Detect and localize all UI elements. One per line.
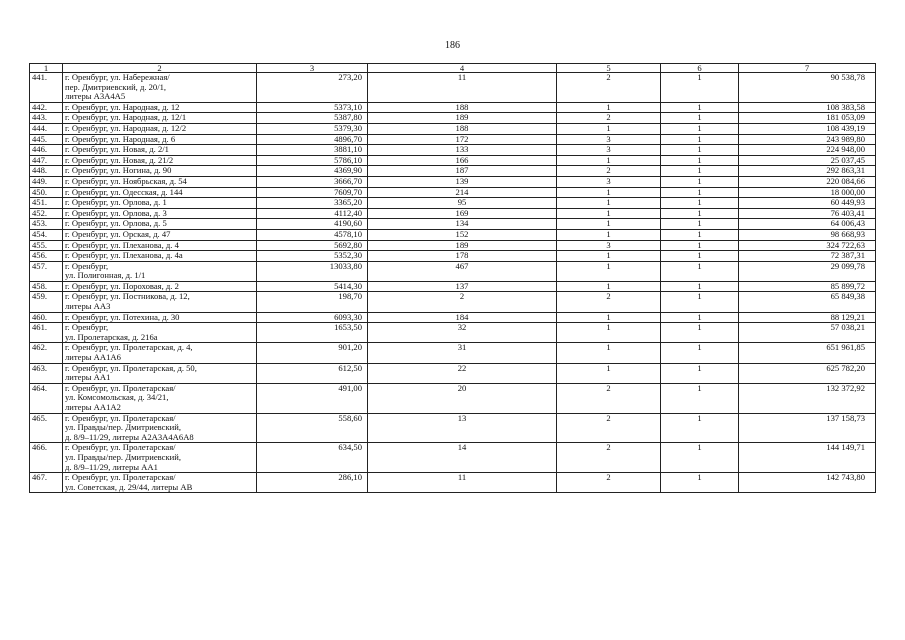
cost-amount: 88 129,21 xyxy=(739,312,876,323)
residents-count: 20 xyxy=(368,383,557,413)
address: г. Оренбург, ул. Народная, д. 12 xyxy=(63,102,257,113)
address: г. Оренбург, ул. Народная, д. 6 xyxy=(63,134,257,145)
row-number: 453. xyxy=(30,219,63,230)
table-row xyxy=(30,240,876,251)
object-count: 1 xyxy=(661,363,739,383)
total-area: 5786,10 xyxy=(257,155,368,166)
address: г. Оренбург, ул. Ноябрьская, д. 54 xyxy=(63,176,257,187)
residents-count: 188 xyxy=(368,102,557,113)
address: г. Оренбург, ул. Набережная/ пер. Дмитриевский, д. 20/1, литеры А3А4А5 xyxy=(63,73,257,103)
address: г. Оренбург, ул. Народная, д. 12/2 xyxy=(63,123,257,134)
row-number: 467. xyxy=(30,473,63,493)
object-count: 1 xyxy=(661,134,739,145)
work-type-count: 3 xyxy=(557,145,661,156)
address: г. Оренбург, ул. Плеханова, д. 4а xyxy=(63,251,257,262)
column-header: 6 xyxy=(661,64,739,73)
cost-amount: 18 000,00 xyxy=(739,187,876,198)
column-header: 1 xyxy=(30,64,63,73)
table-row xyxy=(30,229,876,240)
row-number: 459. xyxy=(30,292,63,312)
row-number: 461. xyxy=(30,323,63,343)
cost-amount: 90 538,78 xyxy=(739,73,876,103)
address: г. Оренбург, ул. Пролетарская, д. 216а xyxy=(63,323,257,343)
row-number: 449. xyxy=(30,176,63,187)
object-count: 1 xyxy=(661,176,739,187)
work-type-count: 2 xyxy=(557,443,661,473)
residents-count: 467 xyxy=(368,261,557,281)
object-count: 1 xyxy=(661,113,739,124)
cost-amount: 29 099,78 xyxy=(739,261,876,281)
residents-count: 32 xyxy=(368,323,557,343)
residents-count: 184 xyxy=(368,312,557,323)
address: г. Оренбург, ул. Новая, д. 2/1 xyxy=(63,145,257,156)
work-type-count: 2 xyxy=(557,383,661,413)
object-count: 1 xyxy=(661,166,739,177)
total-area: 4578,10 xyxy=(257,229,368,240)
table-row xyxy=(30,312,876,323)
total-area: 3666,70 xyxy=(257,176,368,187)
total-area: 491,00 xyxy=(257,383,368,413)
row-number: 456. xyxy=(30,251,63,262)
work-type-count: 1 xyxy=(557,251,661,262)
residents-count: 152 xyxy=(368,229,557,240)
cost-amount: 243 989,80 xyxy=(739,134,876,145)
cost-amount: 25 037,45 xyxy=(739,155,876,166)
total-area: 5692,80 xyxy=(257,240,368,251)
table-row xyxy=(30,323,876,343)
table-row xyxy=(30,166,876,177)
cost-amount: 224 948,00 xyxy=(739,145,876,156)
work-type-count: 3 xyxy=(557,240,661,251)
residents-count: 189 xyxy=(368,113,557,124)
total-area: 5379,30 xyxy=(257,123,368,134)
column-header: 5 xyxy=(557,64,661,73)
work-type-count: 1 xyxy=(557,208,661,219)
table-row xyxy=(30,134,876,145)
residents-count: 11 xyxy=(368,73,557,103)
address: г. Оренбург, ул. Народная, д. 12/1 xyxy=(63,113,257,124)
cost-amount: 181 053,09 xyxy=(739,113,876,124)
work-type-count: 3 xyxy=(557,134,661,145)
table-row xyxy=(30,343,876,363)
table-row xyxy=(30,176,876,187)
residents-count: 11 xyxy=(368,473,557,493)
total-area: 558,60 xyxy=(257,413,368,443)
address: г. Оренбург, ул. Пролетарская, д. 4, литеры АА1А6 xyxy=(63,343,257,363)
work-type-count: 1 xyxy=(557,198,661,209)
total-area: 1653,50 xyxy=(257,323,368,343)
row-number: 466. xyxy=(30,443,63,473)
work-type-count: 1 xyxy=(557,363,661,383)
object-count: 1 xyxy=(661,343,739,363)
cost-amount: 651 961,85 xyxy=(739,343,876,363)
table-row xyxy=(30,363,876,383)
row-number: 463. xyxy=(30,363,63,383)
residents-count: 169 xyxy=(368,208,557,219)
address: г. Оренбург, ул. Потехина, д. 30 xyxy=(63,312,257,323)
residents-count: 137 xyxy=(368,281,557,292)
row-number: 443. xyxy=(30,113,63,124)
address: г. Оренбург, ул. Пролетарская/ ул. Советская, д. 29/44, литеры АВ xyxy=(63,473,257,493)
cost-amount: 108 439,19 xyxy=(739,123,876,134)
work-type-count: 2 xyxy=(557,73,661,103)
table-row xyxy=(30,145,876,156)
table-row xyxy=(30,281,876,292)
total-area: 4896,70 xyxy=(257,134,368,145)
total-area: 5352,30 xyxy=(257,251,368,262)
row-number: 450. xyxy=(30,187,63,198)
total-area: 7609,70 xyxy=(257,187,368,198)
object-count: 1 xyxy=(661,251,739,262)
address: г. Оренбург, ул. Орская, д. 47 xyxy=(63,229,257,240)
residents-count: 133 xyxy=(368,145,557,156)
cost-amount: 625 782,20 xyxy=(739,363,876,383)
total-area: 4112,40 xyxy=(257,208,368,219)
work-type-count: 1 xyxy=(557,187,661,198)
total-area: 634,50 xyxy=(257,443,368,473)
row-number: 441. xyxy=(30,73,63,103)
row-number: 464. xyxy=(30,383,63,413)
object-count: 1 xyxy=(661,413,739,443)
table-row xyxy=(30,413,876,443)
object-count: 1 xyxy=(661,219,739,230)
residents-count: 13 xyxy=(368,413,557,443)
object-count: 1 xyxy=(661,261,739,281)
total-area: 5373,10 xyxy=(257,102,368,113)
table-row xyxy=(30,113,876,124)
row-number: 446. xyxy=(30,145,63,156)
row-number: 457. xyxy=(30,261,63,281)
total-area: 198,70 xyxy=(257,292,368,312)
object-count: 1 xyxy=(661,473,739,493)
object-count: 1 xyxy=(661,187,739,198)
row-number: 460. xyxy=(30,312,63,323)
address: г. Оренбург, ул. Пролетарская/ ул. Правды/пер. Дмитриевский, д. 8/9–11/29, литеры АА1 xyxy=(63,443,257,473)
residents-count: 187 xyxy=(368,166,557,177)
table-row xyxy=(30,292,876,312)
cost-amount: 142 743,80 xyxy=(739,473,876,493)
row-number: 451. xyxy=(30,198,63,209)
table-row xyxy=(30,73,876,103)
column-header: 4 xyxy=(368,64,557,73)
residents-count: 139 xyxy=(368,176,557,187)
row-number: 452. xyxy=(30,208,63,219)
row-number: 448. xyxy=(30,166,63,177)
cost-amount: 137 158,73 xyxy=(739,413,876,443)
object-count: 1 xyxy=(661,155,739,166)
cost-amount: 292 863,31 xyxy=(739,166,876,177)
object-count: 1 xyxy=(661,73,739,103)
work-type-count: 1 xyxy=(557,229,661,240)
cost-amount: 64 006,43 xyxy=(739,219,876,230)
residents-count: 2 xyxy=(368,292,557,312)
object-count: 1 xyxy=(661,323,739,343)
work-type-count: 1 xyxy=(557,343,661,363)
residents-count: 189 xyxy=(368,240,557,251)
housing-registry-table xyxy=(29,63,876,493)
cost-amount: 65 849,38 xyxy=(739,292,876,312)
residents-count: 134 xyxy=(368,219,557,230)
table-row xyxy=(30,383,876,413)
address: г. Оренбург, ул. Пороховая, д. 2 xyxy=(63,281,257,292)
page-number: 186 xyxy=(445,40,460,51)
cost-amount: 98 668,93 xyxy=(739,229,876,240)
residents-count: 14 xyxy=(368,443,557,473)
address: г. Оренбург, ул. Пролетарская, д. 50, литеры АА1 xyxy=(63,363,257,383)
address: г. Оренбург, ул. Ногина, д. 90 xyxy=(63,166,257,177)
object-count: 1 xyxy=(661,145,739,156)
residents-count: 166 xyxy=(368,155,557,166)
table-row xyxy=(30,123,876,134)
object-count: 1 xyxy=(661,208,739,219)
object-count: 1 xyxy=(661,198,739,209)
object-count: 1 xyxy=(661,312,739,323)
address: г. Оренбург, ул. Пролетарская/ ул. Правды/пер. Дмитриевский, д. 8/9–11/29, литеры А2А3А4А6А8 xyxy=(63,413,257,443)
row-number: 444. xyxy=(30,123,63,134)
row-number: 445. xyxy=(30,134,63,145)
row-number: 455. xyxy=(30,240,63,251)
column-header: 2 xyxy=(63,64,257,73)
total-area: 273,20 xyxy=(257,73,368,103)
residents-count: 188 xyxy=(368,123,557,134)
table-row xyxy=(30,155,876,166)
row-number: 462. xyxy=(30,343,63,363)
object-count: 1 xyxy=(661,383,739,413)
table-row xyxy=(30,473,876,493)
residents-count: 95 xyxy=(368,198,557,209)
cost-amount: 220 084,66 xyxy=(739,176,876,187)
total-area: 286,10 xyxy=(257,473,368,493)
address: г. Оренбург, ул. Пролетарская/ ул. Комсомольская, д. 34/21, литеры АА1А2 xyxy=(63,383,257,413)
object-count: 1 xyxy=(661,281,739,292)
row-number: 458. xyxy=(30,281,63,292)
column-header: 7 xyxy=(739,64,876,73)
total-area: 4190,60 xyxy=(257,219,368,230)
address: г. Оренбург, ул. Одесская, д. 144 xyxy=(63,187,257,198)
row-number: 447. xyxy=(30,155,63,166)
total-area: 612,50 xyxy=(257,363,368,383)
column-header: 3 xyxy=(257,64,368,73)
cost-amount: 72 387,31 xyxy=(739,251,876,262)
work-type-count: 1 xyxy=(557,219,661,230)
address: г. Оренбург, ул. Постникова, д. 12, литеры АА3 xyxy=(63,292,257,312)
cost-amount: 76 403,41 xyxy=(739,208,876,219)
total-area: 3365,20 xyxy=(257,198,368,209)
row-number: 454. xyxy=(30,229,63,240)
residents-count: 22 xyxy=(368,363,557,383)
object-count: 1 xyxy=(661,240,739,251)
total-area: 5387,80 xyxy=(257,113,368,124)
residents-count: 178 xyxy=(368,251,557,262)
address: г. Оренбург, ул. Орлова, д. 5 xyxy=(63,219,257,230)
residents-count: 31 xyxy=(368,343,557,363)
total-area: 4369,90 xyxy=(257,166,368,177)
cost-amount: 324 722,63 xyxy=(739,240,876,251)
table-row xyxy=(30,251,876,262)
work-type-count: 3 xyxy=(557,176,661,187)
work-type-count: 1 xyxy=(557,323,661,343)
table-row xyxy=(30,198,876,209)
cost-amount: 144 149,71 xyxy=(739,443,876,473)
total-area: 13033,80 xyxy=(257,261,368,281)
work-type-count: 2 xyxy=(557,292,661,312)
total-area: 5414,30 xyxy=(257,281,368,292)
table-row xyxy=(30,261,876,281)
table-row xyxy=(30,443,876,473)
object-count: 1 xyxy=(661,229,739,240)
work-type-count: 1 xyxy=(557,312,661,323)
row-number: 442. xyxy=(30,102,63,113)
table-row xyxy=(30,187,876,198)
cost-amount: 132 372,92 xyxy=(739,383,876,413)
column-number-row xyxy=(30,64,876,73)
work-type-count: 1 xyxy=(557,102,661,113)
work-type-count: 2 xyxy=(557,166,661,177)
address: г. Оренбург, ул. Орлова, д. 1 xyxy=(63,198,257,209)
object-count: 1 xyxy=(661,292,739,312)
work-type-count: 2 xyxy=(557,113,661,124)
object-count: 1 xyxy=(661,443,739,473)
work-type-count: 2 xyxy=(557,473,661,493)
address: г. Оренбург, ул. Новая, д. 21/2 xyxy=(63,155,257,166)
cost-amount: 60 449,93 xyxy=(739,198,876,209)
work-type-count: 1 xyxy=(557,123,661,134)
residents-count: 214 xyxy=(368,187,557,198)
total-area: 6093,30 xyxy=(257,312,368,323)
table-row xyxy=(30,102,876,113)
row-number: 465. xyxy=(30,413,63,443)
work-type-count: 1 xyxy=(557,261,661,281)
object-count: 1 xyxy=(661,102,739,113)
address: г. Оренбург, ул. Плеханова, д. 4 xyxy=(63,240,257,251)
residents-count: 172 xyxy=(368,134,557,145)
table-row xyxy=(30,208,876,219)
total-area: 901,20 xyxy=(257,343,368,363)
cost-amount: 57 038,21 xyxy=(739,323,876,343)
address: г. Оренбург, ул. Орлова, д. 3 xyxy=(63,208,257,219)
cost-amount: 85 899,72 xyxy=(739,281,876,292)
object-count: 1 xyxy=(661,123,739,134)
cost-amount: 108 383,58 xyxy=(739,102,876,113)
total-area: 3881,10 xyxy=(257,145,368,156)
work-type-count: 1 xyxy=(557,281,661,292)
work-type-count: 1 xyxy=(557,155,661,166)
address: г. Оренбург, ул. Полигонная, д. 1/1 xyxy=(63,261,257,281)
work-type-count: 2 xyxy=(557,413,661,443)
table-row xyxy=(30,219,876,230)
